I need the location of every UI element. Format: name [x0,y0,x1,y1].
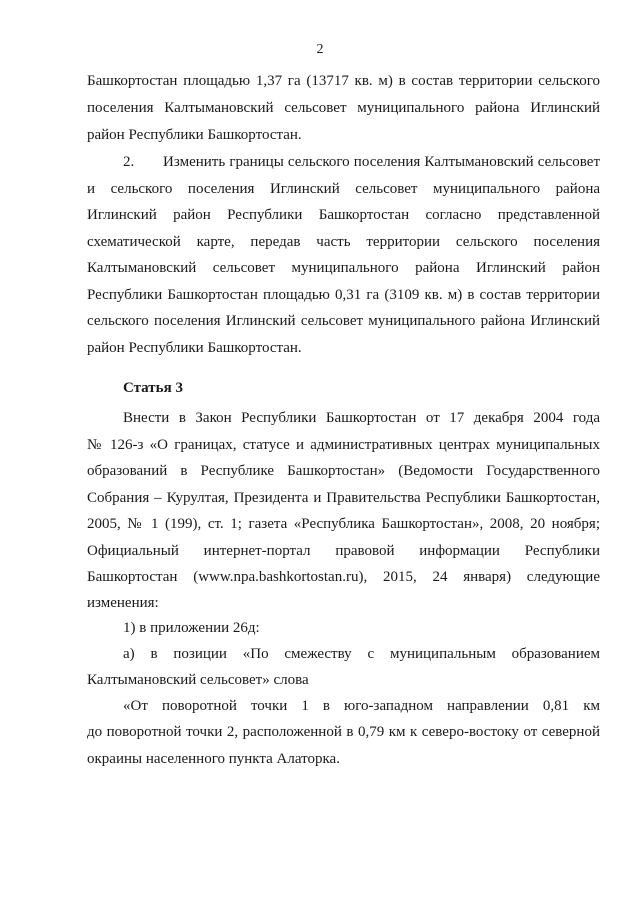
list-item-1: 1) в приложении 26д: [123,620,260,636]
text-line: «От поворотной точки 1 в юго-западном направлении 0,81 км [123,698,600,714]
text-line: схематической карте, передав часть территории сельского поселения [87,234,600,250]
text-line: Башкортостан площадью 1,37 га (13717 кв. м) в состав территории сельского [87,73,600,89]
page-number: 2 [316,42,324,57]
text-line: и сельского поселения Иглинский сельсовет муниципального района [87,181,600,197]
text-line: изменения: [87,595,159,611]
text-line: район Республики Башкортостан. [87,340,302,356]
text-line: Республики Башкортостан площадью 0,31 га (3109 кв. м) в состав территории [87,287,600,303]
text-line: Собрания – Курултая, Президента и Правительства Республики Башкортостан, [87,490,600,506]
article-heading: Статья 3 [123,380,183,396]
text-line: Иглинский район Республики Башкортостан согласно представленной [87,207,600,223]
text-line: Официальный интернет-портал правовой информации Республики [87,543,600,559]
text-line: Калтымановский сельсовет» слова [87,672,309,688]
text-line: Башкортостан (www.npa.bashkortostan.ru), 2015, 24 января) следующие [87,569,600,585]
text-line: 2005, № 1 (199), ст. 1; газета «Республика Башкортостан», 2008, 20 ноября; [87,516,600,532]
text-line: район Республики Башкортостан. [87,127,302,143]
text-line: образований в Республике Башкортостан» (Ведомости Государственного [87,463,600,479]
text-line: Внести в Закон Республики Башкортостан от 17 декабря 2004 года [123,410,600,426]
text-line: поселения Калтымановский сельсовет муниципального района Иглинский [87,100,600,116]
text-line: окраины населенного пункта Алаторка. [87,751,340,767]
text-line: Калтымановский сельсовет муниципального района Иглинский район [87,260,600,276]
text-line: 2. Изменить границы сельского поселения Калтымановский сельсовет [123,154,600,170]
text-line: до поворотной точки 2, расположенной в 0,79 км к северо-востоку от северной [87,724,600,740]
text-line: сельского поселения Иглинский сельсовет муниципального района Иглинский [87,313,600,329]
text-line: а) в позиции «По смежеству с муниципальным образованием [123,646,600,662]
text-line: № 126-з «О границах, статусе и административных центрах муниципальных [87,437,600,453]
